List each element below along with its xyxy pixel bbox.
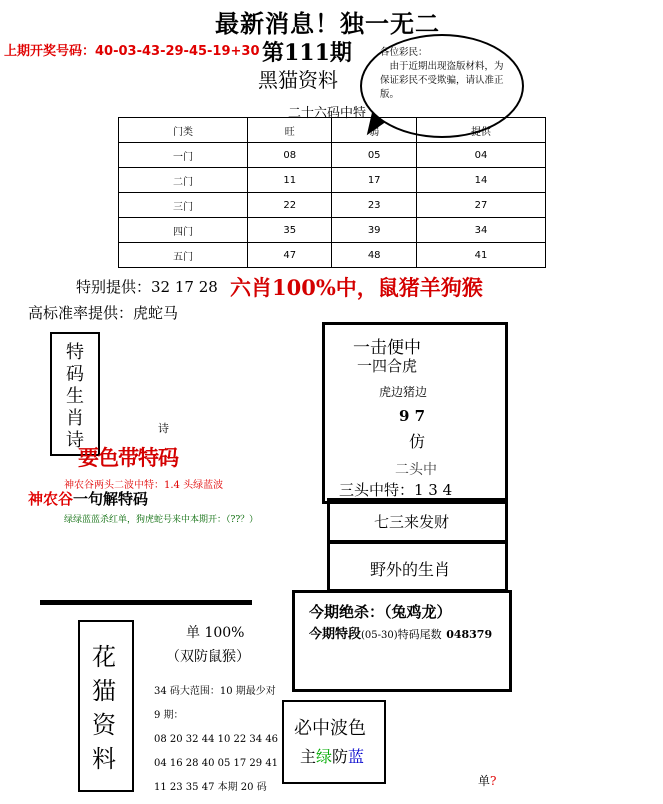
six-zodiac-headline: 六肖100%中，鼠猪羊狗猴 <box>230 275 483 300</box>
wave-green: 绿 <box>316 747 333 766</box>
fortune-text: 七三来发财 <box>374 513 450 531</box>
list-item: 04 16 28 40 05 17 29 41 <box>154 758 279 769</box>
poem-box <box>50 332 100 456</box>
shennong-tail: 一句解特码 <box>73 490 149 508</box>
table-cell: 三门 <box>119 193 248 218</box>
table-row <box>119 218 546 243</box>
table-cell: 11 <box>248 168 332 193</box>
red-headline: 要色带特码 <box>78 445 178 470</box>
special-numbers: 特别提供：32 17 28 <box>76 278 218 296</box>
dan-question-mark: ? <box>490 774 497 788</box>
green-hint-line: 绿绿蓝蓝杀红单，狗虎蛇号来中本期开：（??？） <box>64 515 259 525</box>
wave-color-box <box>282 700 386 784</box>
table-row <box>119 143 546 168</box>
table-header: 门类 <box>119 118 248 143</box>
table-cell: 05 <box>332 143 416 168</box>
table-header: 提供 <box>416 118 545 143</box>
table-cell: 08 <box>248 143 332 168</box>
table-header: 旺 <box>248 118 332 143</box>
wave-guard: 防 <box>332 747 349 766</box>
range-prefix: 今期特段 <box>309 627 362 642</box>
table-cell: 41 <box>416 243 545 268</box>
fortune-box <box>327 498 508 544</box>
one-hit-box <box>322 322 508 504</box>
range-suffix: 特码尾数 <box>397 628 442 641</box>
cat-box-label: 花猫资料 <box>92 643 116 773</box>
second-head: 二头中 <box>395 462 437 478</box>
tail-digits: 048379 <box>446 628 493 641</box>
kill-box <box>292 590 512 692</box>
single-question <box>478 772 496 789</box>
table-cell: 二门 <box>119 168 248 193</box>
shennong-wave-line: 神农谷两头二波中特：1.4 头绿蓝波 <box>64 480 224 491</box>
table-cell: 22 <box>248 193 332 218</box>
table-cell: 39 <box>332 218 416 243</box>
single-line: 单 100% <box>186 625 245 641</box>
table-header: 弱 <box>332 118 416 143</box>
poem-label: 诗 <box>158 422 169 435</box>
one-four-tiger: 一四合虎 <box>357 357 418 375</box>
bubble-greeting: 各位彩民： <box>380 47 428 58</box>
range-value: (05-30) <box>361 630 398 641</box>
wild-zodiac-text: 野外的生肖 <box>370 560 451 579</box>
one-hit-title: 一击便中 <box>353 338 421 358</box>
imitate-char: 仿 <box>409 432 426 451</box>
table-cell: 23 <box>332 193 416 218</box>
number-list <box>154 680 278 800</box>
hit-rate-line: 高标准率提供：虎蛇马 <box>28 304 179 322</box>
table-cell: 17 <box>332 168 416 193</box>
dual-guard-line: （双防鼠猴） <box>166 649 250 665</box>
table-header-row <box>119 118 546 143</box>
table-row <box>119 168 546 193</box>
table-cell: 一门 <box>119 143 248 168</box>
kill-line: 今期绝杀：（兔鸡龙） <box>309 603 452 621</box>
third-head: 三头中特：1 3 4 <box>339 481 453 499</box>
list-item: 08 20 32 44 10 22 34 46 <box>154 734 279 745</box>
page-title: 最新消息！独一无二 <box>215 9 440 38</box>
table-cell: 四门 <box>119 218 248 243</box>
table-cell: 47 <box>248 243 332 268</box>
table-cell: 34 <box>416 218 545 243</box>
subtitle: 黑猫资料 <box>258 68 338 92</box>
shennong-head: 神农谷 <box>28 490 74 508</box>
table-row <box>119 193 546 218</box>
cat-box <box>78 620 134 792</box>
table-caption: 二十六码中特 <box>288 106 367 121</box>
dan-text: 单 <box>478 774 491 788</box>
poem-box-label: 特码生肖诗 <box>66 342 84 451</box>
wave-color-line <box>300 744 364 767</box>
list-item: 34 码大范围：10 期最少对 <box>154 686 276 697</box>
list-item: 9 期： <box>154 710 184 721</box>
wave-color-title: 必中波色 <box>294 718 366 739</box>
table-cell: 48 <box>332 243 416 268</box>
table-cell: 27 <box>416 193 545 218</box>
table-row <box>119 243 546 268</box>
bubble-body: 由于近期出现盗版材料，为保证彩民不受欺骗，请认准正版。 <box>380 61 504 100</box>
wild-zodiac-box <box>327 540 508 592</box>
issue-number: 第111期 <box>262 40 352 66</box>
number-table <box>118 117 546 268</box>
last-draw-numbers: 上期开奖号码：40-03-43-29-45-19+30 <box>4 44 260 59</box>
table-cell: 五门 <box>119 243 248 268</box>
nine-seven: 9 7 <box>399 407 426 425</box>
list-item: 11 23 35 47 本期 20 码 <box>154 782 267 793</box>
divider-bar <box>40 600 252 605</box>
wave-blue: 蓝 <box>348 747 365 766</box>
tiger-pig-side: 虎边猪边 <box>379 385 428 399</box>
special-range-line <box>309 623 492 642</box>
shennong-headline <box>28 488 148 509</box>
table-cell: 35 <box>248 218 332 243</box>
wave-main: 主 <box>300 747 317 766</box>
table-cell: 04 <box>416 143 545 168</box>
table-cell: 14 <box>416 168 545 193</box>
